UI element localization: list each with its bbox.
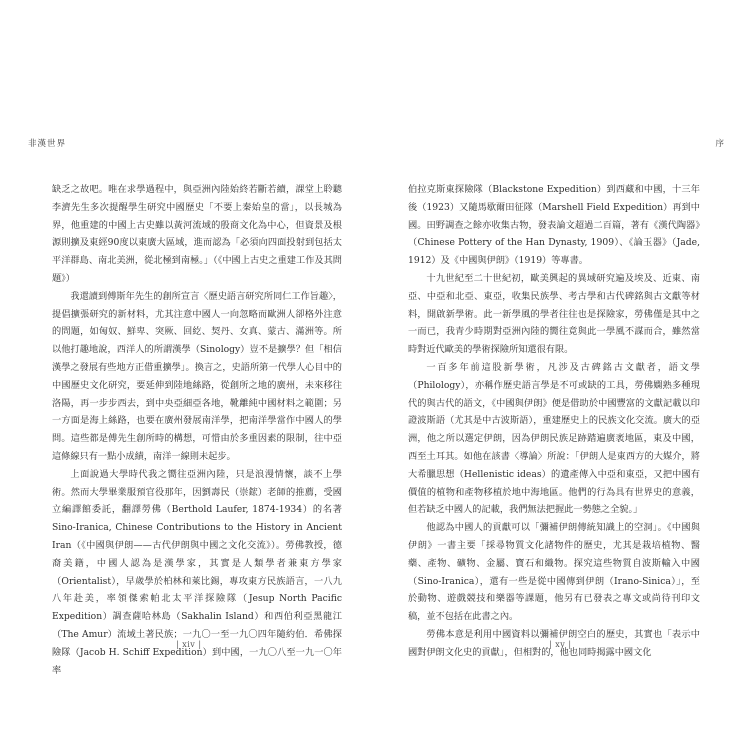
- paragraph: 勞佛本意是利用中國資料以彌補伊朗空白的歷史，其實也「表示中國對伊朗文化史的貢獻」，但相對的，他也同時揭露中國文化: [408, 628, 700, 658]
- paragraph: 一百多年前這股新學術，凡涉及古碑銘古文獻者，語文學（Philology），亦稱作歷史語言學是不可或缺的工具，勞佛嫻熟多種現代的與古代的語文，《中國與伊朗》便是借助於中國豐富的文獻記載以印證波斯語（尤其是中古波斯語），重建歷史上的民族文化交流。廣大的亞洲，他之所以選定伊朗，因為伊朗民族足跡踏遍廣袤地區，東及中國，西至土耳其。如他在該書〈導論〉所說：「伊朗人是東西方的大媒介，將大希臘思想（Hellenistic ideas）的遺產傳入中亞和東亞，又把中國有價值的植物和產物移植於地中海地區。他們的行為具有世界史的意義，但若缺乏中國人的記載，我們無法把握此一勢態之全貌。」: [408, 361, 700, 516]
- page-number: | xv |: [549, 640, 572, 649]
- paragraph: 他認為中國人的貢獻可以「彌補伊朗傳統知識上的空洞」。《中國與伊朗》一書主要「採尋物質文化諸物件的歷史，尤其是栽培植物、醫藥、產物、礦物、金屬、寶石和織物。探究這些物質自波斯輸入中國（Sino-Iranica），還有一些是從中國傳到伊朗（Irano-Sinica）」，至於動物、遊戲競技和樂器等課題，他另有已發表之專文或尚待刊印文稿，並不包括在此書之內。: [408, 522, 700, 623]
- paragraph: 十九世紀至二十世紀初，歐美興起的異域研究遍及埃及、近東、南亞、中亞和北亞、東亞，收集民族學、考古學和古代碑銘與古文獻等材料，開啟新學術。此一新學風的學者往往也是探險家，勞佛僅是其中之一而已，我青少時期對亞洲內陸的嚮往竟與此一學風不謀而合，雖然當時對近代歐美的學術探險所知還很有限。: [408, 272, 700, 356]
- page-number: | xiv |: [176, 640, 202, 649]
- body-text: [52, 181, 342, 679]
- paragraph: 上面說過大學時代我之嚮往亞洲內陸，只是浪漫情懷，談不上學術。然而大學畢業服預官役那年，因劉壽民（崇鋐）老師的推薦，受國立編譯館委託，翻譯勞佛（Berthold Laufer, 1874-1934）的名著 Sino-Iranica, Chinese Contributions to the History in Ancient Iran（《中國與伊朗——古代伊朗與中國之文化交流》）。勞佛教授，德裔美籍，中國人認為是漢學家，其實是人類學者兼東方學家（Orientalist），早歲學於柏林和萊比錫，專攻東方民族語言，一八九八年赴美，率領傑索帕北太平洋探險隊（Jesup North Pacific Expedition）調查薩哈林島（Sakhalin Island）和西伯利亞黑龍江（The Amur）流域土著民族；一九〇一至一九〇四年隨約伯．希佛探險隊（Jacob H. Schiff Expedition）到中國，一九〇八至一九一〇年率: [52, 468, 342, 676]
- running-head: 序: [715, 139, 725, 149]
- paragraph: 我還讀到傅斯年先生的創所宣言〈歷史語言研究所同仁工作旨趣〉，提倡擴張研究的新材料，尤其注意中國人一向忽略而歐洲人卻格外注意的問題，如匈奴、鮮卑、突厥、回紇、契丹、女真、蒙古、滿洲等。所以他打趣地說，西洋人的所謂漢學（Sinology）豈不是擴學？但「相信漢學之發展有些地方正借重擴學」。換言之，史語所第一代學人心目中的中國歷史文化研究，要延伸到陸地絲路，從創所之地的廣州，未來移往洛陽，再一步步西去，到中央亞細亞各地，靴離純中國材料之範圍；另一方面是海上絲路，也要在廣州發展南洋學，把南洋學當作中國人的學問。這些都是傅先生創所時的構想，可惜由於多重因素的限制，往中亞這條線只有一點小成績，南洋一線則未起步。: [52, 290, 342, 462]
- paragraph: 伯拉克斯東探險隊（Blackstone Expedition）到西藏和中國，十三年後（1923）又隨馬歇爾田征隊（Marshell Field Expedition）再到中國。田野調查之餘亦收集古物，發表論文超過二百篇，著有《漢代陶器》（Chinese Pottery of the Han Dynasty, 1909）、《論玉器》（Jade, 1912）及《中國與伊朗》（1919）等專書。: [408, 184, 700, 267]
- right-page: [375, 0, 750, 750]
- paragraph: 缺乏之故吧。唯在求學過程中，與亞洲內陸始終若斷若續，課堂上聆聽李濟先生多次提醒學生研究中國歷史「不要上秦始皇的當」，以長城為界，他重建的中國上古史雖以黃河流域的殷商文化為中心，但資景及根源則擴及東經90度以東廣大區域，進而認為「必須向四面投射到包括太平洋群島、南北美洲，從北極到南極。」（《中國上古史之重建工作及其問題》）: [52, 184, 342, 284]
- running-head: 非漢世界: [28, 139, 67, 149]
- body-text: [408, 181, 700, 662]
